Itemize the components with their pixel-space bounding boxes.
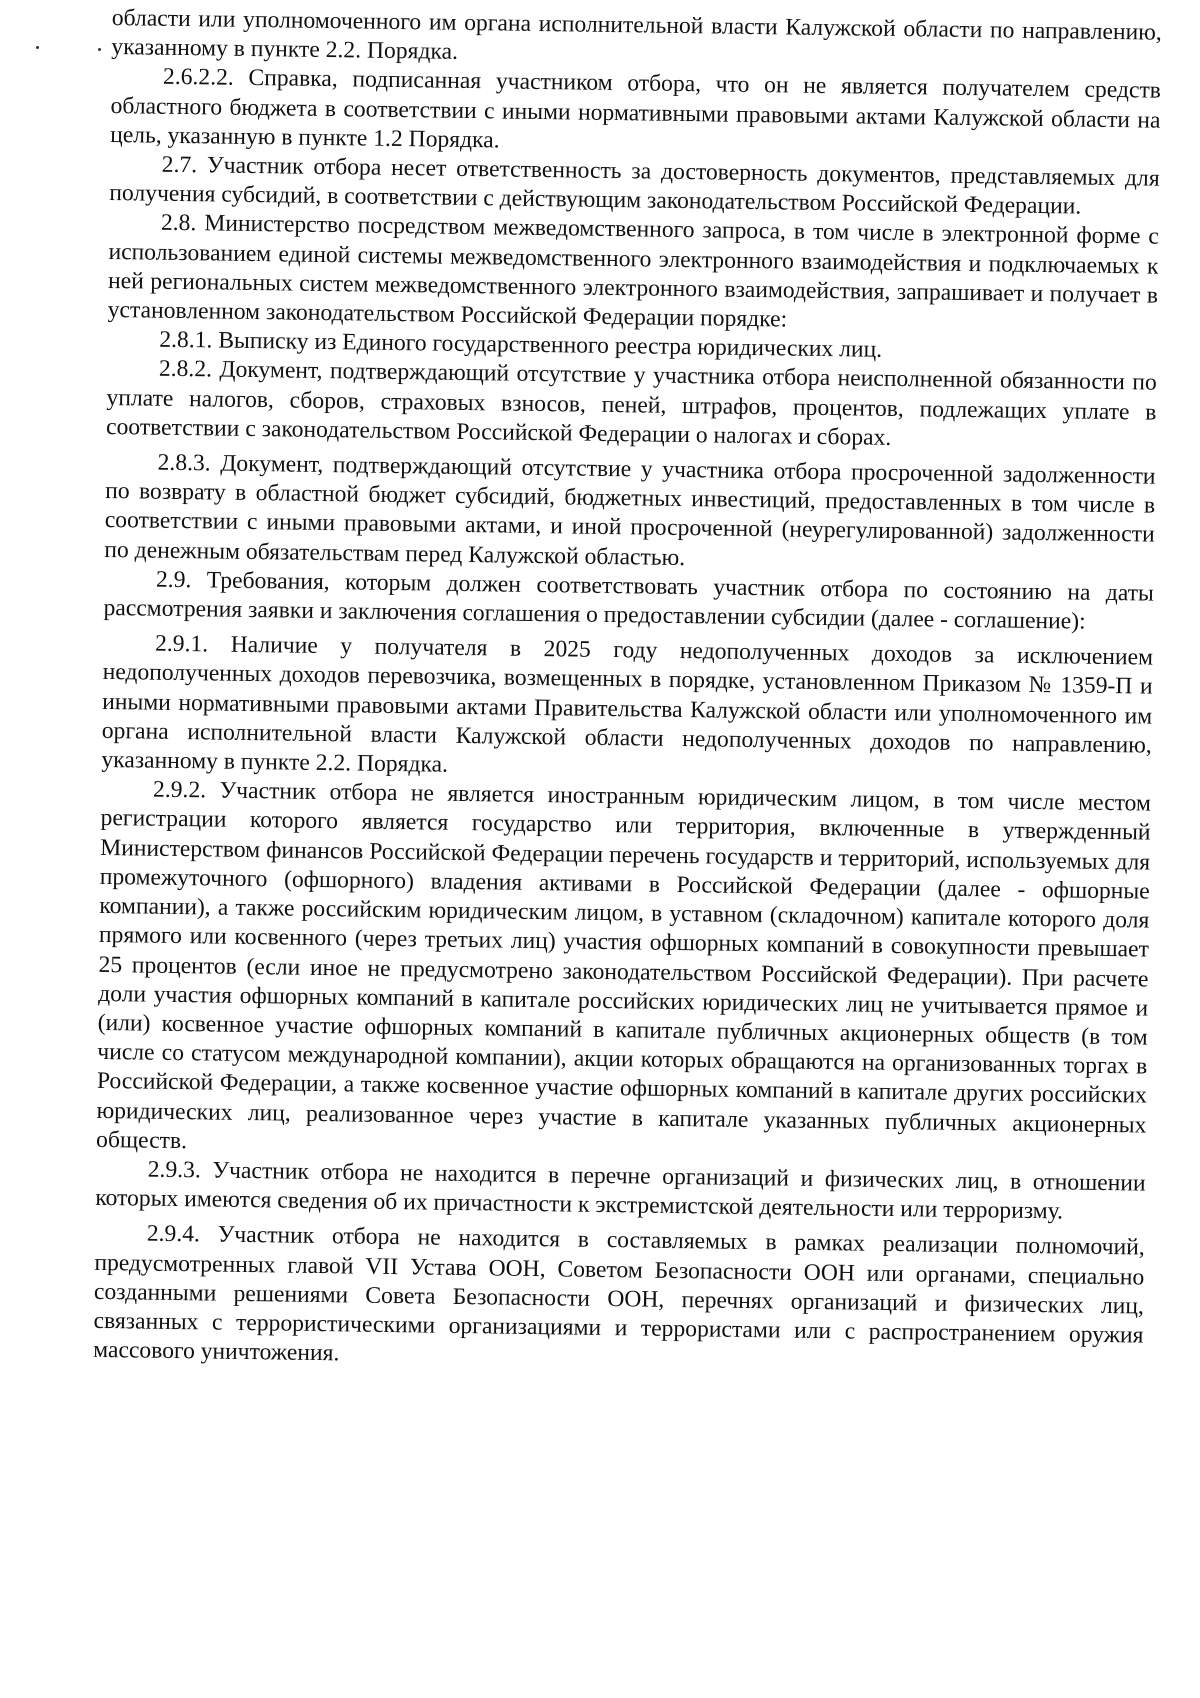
scan-speck bbox=[98, 48, 101, 51]
paragraph-continuation: области или уполномоченного им органа исполнительной власти Калужской области по направлению, указанному в пункте 2.2. Порядка. bbox=[111, 4, 1162, 66]
paragraph-2-9-1: 2.9.1. Наличие у получателя в 2025 году недополученных доходов за исключением недополученных доходов перевозчика, возмещенных в порядке, установленном Приказом № 1359-П и иными нормативными правовыми актами Правительства Калужской области или уполномоченного им органа исполнительной власти Калужской области недополученных доходов по направлению, указанному в пункте 2.2. Порядка. bbox=[101, 630, 1154, 778]
paragraph-2-8-3: 2.8.3. Документ, подтверждающий отсутствие у участника отбора просроченной задолженности по возврату в областной бюджет субсидий, бюджетных инвестиций, предоставленных в том числе в соответствии с иными правовыми актами, и иной просроченной (неурегулированной) задолженности по денежным обязательствам перед Калужской областью. bbox=[104, 449, 1156, 571]
paragraph-2-9-3: 2.9.3. Участник отбора не находится в перечне организаций и физических лиц, в отношении которых имеются сведения об их причастности к экстремистской деятельности или терроризму. bbox=[95, 1156, 1146, 1225]
paragraph-2-9-4: 2.9.4. Участник отбора не находится в составляемых в рамках реализации полномочий, предусмотренных главой VII Устава ООН, Советом Безопасности ООН или органами, специально созданными решениями Совета Безопасности ООН, перечнях организаций и физических лиц, связанных с террористическими организациями и террористами или с распространением оружия массового уничтожения. bbox=[93, 1220, 1145, 1367]
paragraph-2-6-2-2: 2.6.2.2. Справка, подписанная участником отбора, что он не является получателем средств областного бюджета в соответствии с иными нормативными правовыми актами Калужской области на цель, указанную в пункте 1.2 Порядка. bbox=[109, 64, 1162, 154]
paragraph-2-9: 2.9. Требования, которым должен соответствовать участник отбора по состоянию на даты рассмотрения заявки и заключения соглашения о предоставлении субсидии (далее - соглашение): bbox=[103, 566, 1155, 635]
paragraph-2-8: 2.8. Министерство посредством межведомственного запроса, в том числе в электронной форме с использованием единой системы межведомственного электронного взаимодействия и подключаемых к ней региональных систем межведомственного электронного взаимодействия, запрашивает и получает в установленном законодательством Российской Федерации порядке: bbox=[107, 210, 1160, 333]
paragraph-2-8-1: 2.8.1. Выписку из Единого государственного реестра юридических лиц. bbox=[159, 326, 883, 364]
scan-speck bbox=[36, 46, 39, 49]
document-body bbox=[93, 4, 1162, 1380]
paragraph-2-7: 2.7. Участник отбора несет ответственность за достоверность документов, представляемых для получения субсидий, в соответствии с действующим законодательством Российской Федерации. bbox=[109, 151, 1160, 220]
paragraph-2-9-2: 2.9.2. Участник отбора не является иностранным юридическим лицом, в том числе местом регистрации которого является государство или территория, включенные в утвержденный Министерством финансов Российской Федерации перечень государств и территорий, используемых для промежуточного (офшорного) владения активами в Российской Федерации (далее - офшорные компании), а также российским юридическим лицом, в уставном (складочном) капитале которого доля прямого или косвенного (через третьих лиц) участия офшорных компаний в совокупности превышает 25 процентов (если иное не предусмотрено законодательством Российской Федерации). При расчете доли участия офшорных компаний в капитале российских юридических лиц не учитывается прямое и (или) косвенное участие офшорных компаний в капитале публичных акционерных обществ (в том числе со статусом международной компании), акции которых обращаются на организованных торгах в Российской Федерации, а также косвенное участие офшорных компаний в капитале других российских юридических лиц, реализованное через участие в капитале указанных публичных акционерных обществ. bbox=[95, 776, 1152, 1154]
paragraph-2-8-2: 2.8.2. Документ, подтверждающий отсутствие у участника отбора неисполненной обязанности по уплате налогов, сборов, страховых взносов, пеней, штрафов, процентов, подлежащих уплате в соответствии с законодательством Российской Федерации о налогах и сборах. bbox=[105, 356, 1157, 451]
